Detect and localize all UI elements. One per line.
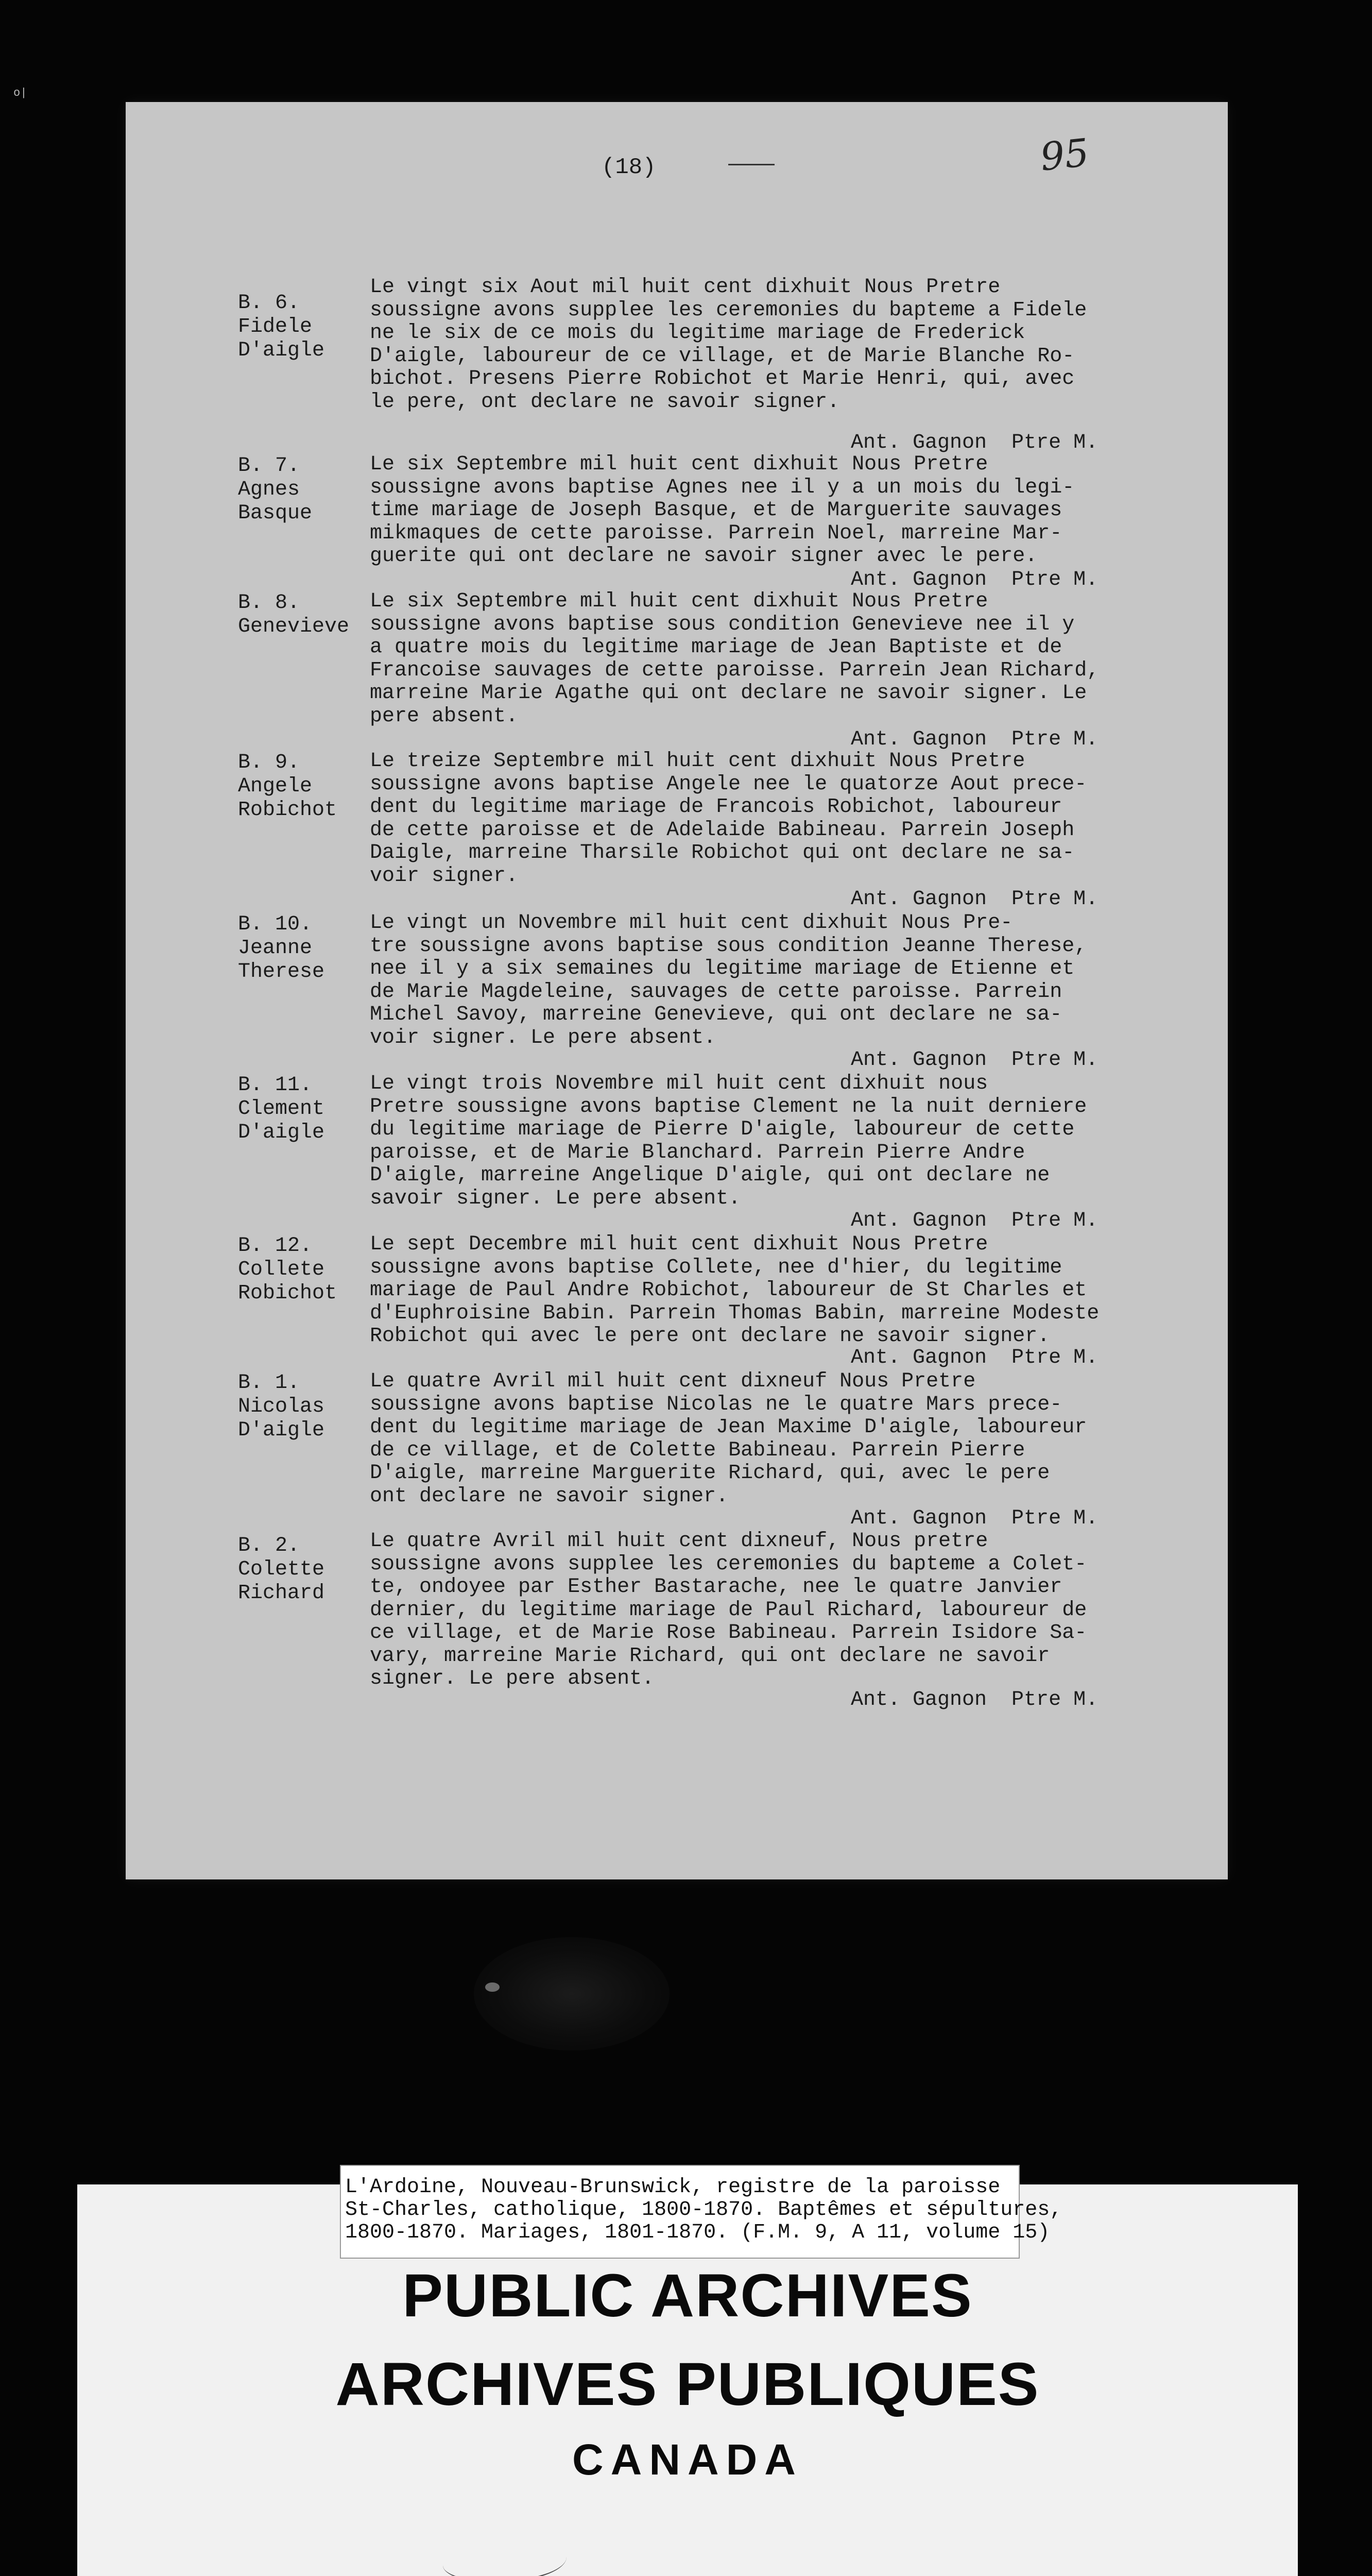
entry-text-b7: Le six Septembre mil huit cent dixhuit Nous Pretre soussigne avons baptise Agnes nee il y a un mois du legi- time mariage de Joseph Basque, et de Marguerite sauvages mikmaques de cette paroisse. Parrein Noel, marreine Mar- guerite qui ont declare ne savoir signer avec le pere. bbox=[370, 453, 1075, 568]
entry-signature-b1: Ant. Gagnon Ptre M. bbox=[851, 1507, 1099, 1530]
entry-signature-b10: Ant. Gagnon Ptre M. bbox=[851, 1048, 1099, 1072]
page-number-strikethrough bbox=[728, 164, 775, 165]
entry-label-b2: B. 2. Colette Richard bbox=[238, 1534, 325, 1605]
public-archives-heading: PUBLIC ARCHIVES bbox=[402, 2262, 973, 2330]
citation-label bbox=[340, 2165, 1062, 2259]
entry-text-b8: Le six Septembre mil huit cent dixhuit Nous Pretre soussigne avons baptise sous condition Genevieve nee il y a quatre mois du legitime mariage de Jean Baptiste et de Francoise sauvages de cette paroisse. Parrein Jean Richard, marreine Marie Agathe qui ont declare ne savoir signer. Le pere absent. bbox=[370, 590, 1100, 728]
citation-line-1: L'Ardoine, Nouveau-Brunswick, registre de la paroisse bbox=[345, 2176, 1001, 2199]
canada-heading: CANADA bbox=[572, 2435, 803, 2484]
card-pen-mark bbox=[443, 2540, 567, 2576]
entry-signature-b12: Ant. Gagnon Ptre M. bbox=[851, 1346, 1099, 1369]
entry-signature-b2: Ant. Gagnon Ptre M. bbox=[851, 1688, 1099, 1711]
entry-label-b11: B. 11. Clement D'aigle bbox=[238, 1074, 325, 1144]
citation-line-3: 1800-1870. Mariages, 1801-1870. (F.M. 9, A 11, volume 15) bbox=[345, 2221, 1050, 2244]
entry-text-b10: Le vingt un Novembre mil huit cent dixhuit Nous Pre- tre soussigne avons baptise sous condition Jeanne Therese, nee il y a six semaines du legitime mariage de Etienne et de Marie Magdeleine, sauvages de cette paroisse. Parrein Michel Savoy, marreine Genevieve, qui ont declare ne sa- voir signer. Le pere absent. bbox=[370, 911, 1087, 1049]
entry-signature-b7: Ant. Gagnon Ptre M. bbox=[851, 568, 1099, 591]
lens-reflection bbox=[474, 1937, 670, 2050]
archives-publiques-heading: ARCHIVES PUBLIQUES bbox=[335, 2350, 1040, 2418]
entry-text-b1: Le quatre Avril mil huit cent dixneuf Nous Pretre soussigne avons baptise Nicolas ne le quatre Mars prece- dent du legitime mariage de Jean Maxime D'aigle, laboureur de ce village, et de Colette Babineau. Parrein Pierre D'aigle, marreine Marguerite Richard, qui, avec le pere ont declare ne savoir signer. bbox=[370, 1370, 1087, 1508]
folio-number: 95 bbox=[1038, 130, 1091, 180]
entry-label-b6: B. 6. Fidele D'aigle bbox=[238, 292, 325, 362]
entry-signature-b9: Ant. Gagnon Ptre M. bbox=[851, 888, 1099, 911]
entry-label-b7: B. 7. Agnes Basque bbox=[238, 454, 313, 525]
entry-label-b8: B. 8. Genevieve bbox=[238, 591, 350, 638]
page-number: (18) bbox=[602, 155, 656, 180]
entry-signature-b6: Ant. Gagnon Ptre M. bbox=[851, 431, 1099, 454]
reflection-spot bbox=[485, 1982, 500, 1992]
entry-text-b2: Le quatre Avril mil huit cent dixneuf, Nous pretre soussigne avons supplee les ceremonies du bapteme a Colet- te, ondoyee par Esther Bastarache, nee le quatre Janvier dernier, du legitime mariage de Paul Richard, laboureur de ce village, et de Marie Rose Babineau. Parrein Isidore Sa- vary, marreine Marie Richard, qui ont declare ne savoir signer. Le pere absent. bbox=[370, 1530, 1087, 1690]
entry-signature-b8: Ant. Gagnon Ptre M. bbox=[851, 728, 1099, 751]
entry-label-b1: B. 1. Nicolas D'aigle bbox=[238, 1371, 325, 1442]
citation-line-2: St-Charles, catholique, 1800-1870. Baptêmes et sépultures, bbox=[345, 2198, 1062, 2222]
entry-label-b10: B. 10. Jeanne Therese bbox=[238, 913, 325, 984]
entry-text-b12: Le sept Decembre mil huit cent dixhuit Nous Pretre soussigne avons baptise Collete, nee d'hier, du legitime mariage de Paul Andre Robichot, laboureur de St Charles et d'Euphroisine Babin. Parrein Thomas Babin, marreine Modeste Robichot qui avec le pere ont declare ne savoir signer. bbox=[370, 1233, 1100, 1348]
entry-signature-b11: Ant. Gagnon Ptre M. bbox=[851, 1209, 1099, 1232]
edge-tick-mark: o| bbox=[13, 87, 27, 99]
entry-text-b11: Le vingt trois Novembre mil huit cent dixhuit nous Pretre soussigne avons baptise Clement ne la nuit derniere du legitime mariage de Pierre D'aigle, laboureur de cette paroisse, et de Marie Blanchard. Parrein Pierre Andre D'aigle, marreine Angelique D'aigle, qui ont declare ne savoir signer. Le pere absent. bbox=[370, 1072, 1087, 1210]
entry-label-b12: B. 12. Collete Robichot bbox=[238, 1234, 337, 1305]
entry-text-b6: Le vingt six Aout mil huit cent dixhuit Nous Pretre soussigne avons supplee les ceremonies du bapteme a Fidele ne le six de ce mois du legitime mariage de Frederick D'aigle, laboureur de ce village, et de Marie Blanche Ro- bichot. Presens Pierre Robichot et Marie Henri, qui, avec le pere, ont declare ne savoir signer. bbox=[370, 276, 1087, 414]
entry-text-b9: Le treize Septembre mil huit cent dixhuit Nous Pretre soussigne avons baptise Angele nee le quatorze Aout prece- dent du legitime mariage de Francois Robichot, laboureur de cette paroisse et de Adelaide Babineau. Parrein Joseph Daigle, marreine Tharsile Robichot qui ont declare ne sa- voir signer. bbox=[370, 750, 1087, 888]
entry-label-b9: B. 9. Angele Robichot bbox=[238, 751, 337, 822]
